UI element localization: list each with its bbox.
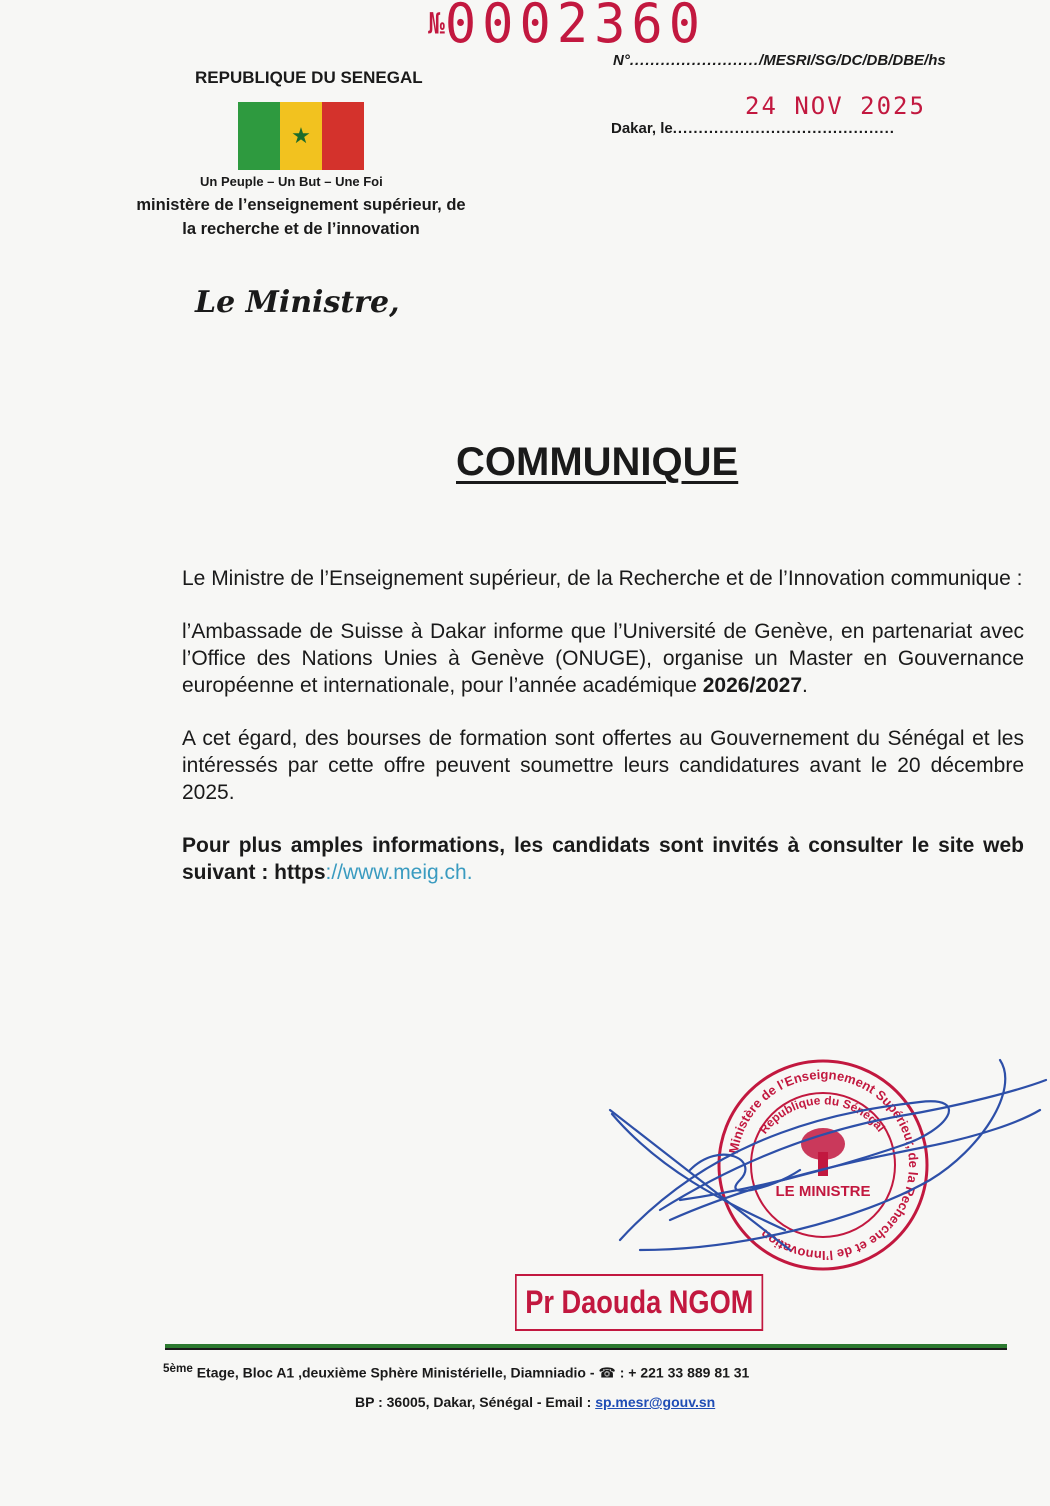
ref-suffix: /MESRI/SG/DC/DB/DBE/hs (759, 52, 946, 69)
place-dots: ........................................... (672, 120, 895, 137)
senegal-flag (238, 102, 364, 170)
place-date-line (611, 120, 895, 137)
seal-outer-text: République du Sénégal (756, 1093, 888, 1137)
signer-name-stamp: Pr Daouda NGOM (515, 1274, 764, 1331)
seal-ring-text: Ministère de l’Enseignement Supérieur, de la Recherche et de l’Innovation (725, 1066, 922, 1264)
page-title: COMMUNIQUE (456, 440, 739, 484)
paragraph-2-end: . (802, 674, 808, 697)
footer-contact-text: BP : 36005, Dakar, Sénégal - Email : (355, 1394, 596, 1410)
footer-divider-dark (165, 1348, 1007, 1350)
national-motto: Un Peuple – Un But – Une Foi (200, 174, 383, 189)
communique-body (182, 565, 1024, 912)
signature (600, 1050, 1050, 1270)
number-sign: № (428, 6, 445, 41)
paragraph-2-text: l’Ambassade de Suisse à Dakar informe que l’Université de Genève, en partenariat avec l’Office des Nations Unies à Genève (ONUGE), organise un Master en Gouvernance européenne et internationale, pour l’année académique (182, 620, 1024, 697)
website-link[interactable]: ://www.meig.ch. (325, 861, 473, 884)
academic-year: 2026/2027 (702, 674, 803, 697)
paragraph-2 (182, 618, 1024, 699)
footer-address-text: Etage, Bloc A1 ,deuxième Sphère Ministérielle, Diamniadio - ☎ : + 221 33 889 81 31 (192, 1364, 750, 1381)
place-label: Dakar, le (611, 120, 673, 137)
paragraph-4 (182, 832, 1024, 886)
reference-line (613, 52, 946, 69)
document-number (428, 0, 707, 56)
email-link[interactable]: sp.mesr@gouv.sn (595, 1394, 716, 1410)
republic-name: REPUBLIQUE DU SENEGAL (195, 68, 423, 87)
paragraph-4-text: Pour plus amples informations, les candidats sont invités à consulter le site web suivant : https (182, 834, 1024, 884)
ref-dots: ......................... (629, 52, 760, 69)
floor-superscript: 5ème (163, 1362, 193, 1375)
footer-address (163, 1362, 749, 1382)
paragraph-3: A cet égard, des bourses de formation sont offertes au Gouvernement du Sénégal et les intéressés par cette offre peuvent soumettre leurs candidatures avant le 20 décembre 2025. (182, 727, 1024, 804)
seal-center-text: LE MINISTRE (775, 1183, 871, 1200)
paragraph-1: Le Ministre de l’Enseignement supérieur, de la Recherche et de l’Innovation communique : (182, 567, 1023, 590)
ministry-name: ministère de l’enseignement supérieur, de la recherche et de l’innovation (136, 196, 466, 238)
document-number-value: 0002360 (444, 0, 707, 56)
ref-prefix: N° (613, 52, 630, 69)
star-icon: ★ (291, 123, 311, 148)
date-stamp: 24 NOV 2025 (745, 92, 926, 120)
minister-heading: Le Ministre, (195, 285, 400, 320)
footer-contact (355, 1394, 715, 1410)
